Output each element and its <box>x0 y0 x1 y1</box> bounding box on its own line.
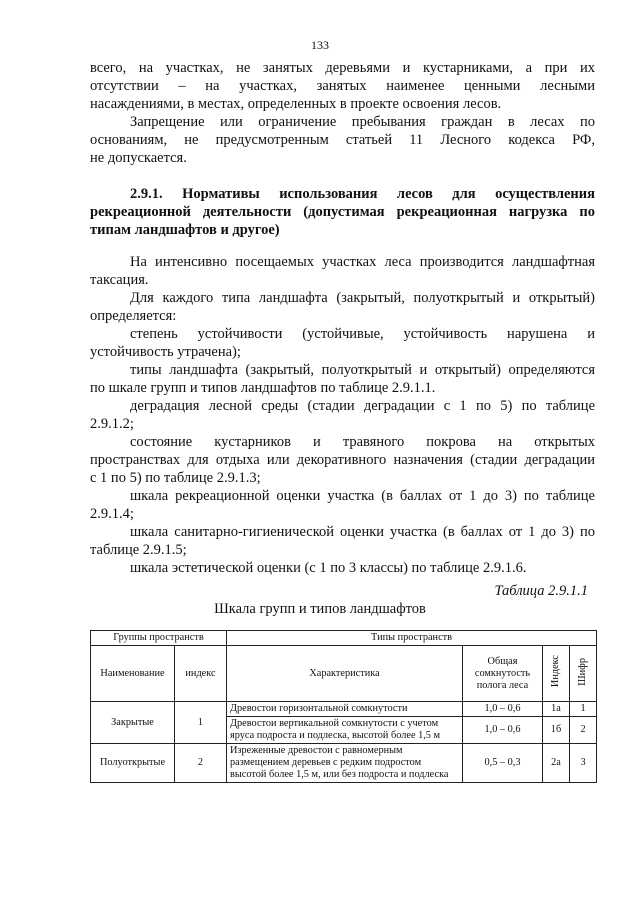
text-line: отсутствии – на участках, занятых наименее ценными лесными <box>90 78 595 94</box>
page-number: 133 <box>311 38 329 52</box>
types-header: Типы пространств <box>227 631 597 646</box>
group-index-cell: 2 <box>175 744 227 783</box>
idx-cell: 1а <box>543 702 570 717</box>
text-line: определяется: <box>90 308 177 324</box>
text-line: по шкале групп и типов ландшафтов по таблице 2.9.1.1. <box>90 380 436 396</box>
text-line: устойчивость утрачена); <box>90 344 241 360</box>
text-line: Для каждого типа ландшафта (закрытый, полуоткрытый и открытый) <box>130 290 595 306</box>
text-line: шкала эстетической оценки (с 1 по 3 классы) по таблице 2.9.1.6. <box>130 560 527 576</box>
density-cell: 0,5 – 0,3 <box>463 744 543 783</box>
text-line: таблице 2.9.1.5; <box>90 542 187 558</box>
text-line: всего, на участках, не занятых деревьями и кустарниками, а при их <box>90 60 595 76</box>
text-line: насаждениями, в местах, определенных в проекте освоения лесов. <box>90 96 502 112</box>
text-line: Запрещение или ограничение пребывания граждан в лесах по <box>130 114 595 130</box>
code-cell: 1 <box>570 702 597 717</box>
text-line: На интенсивно посещаемых участках леса производится ландшафтная <box>130 254 595 270</box>
text-line: типам ландшафтов и другое) <box>90 222 280 238</box>
group-header: Группы пространств <box>91 631 227 646</box>
density-cell: 1,0 – 0,6 <box>463 702 543 717</box>
table-row <box>91 744 597 783</box>
text-line: рекреационной деятельности (допустимая рекреационная нагрузка по <box>90 204 595 220</box>
col-index2-header: Индекс <box>543 646 570 702</box>
col-name-header: Наименование <box>91 646 175 702</box>
table-title: Шкала групп и типов ландшафтов <box>214 601 426 617</box>
text-line: типы ландшафта (закрытый, полуоткрытый и открытый) определяются <box>130 362 595 378</box>
group-name-cell: Полуоткрытые <box>91 744 175 783</box>
text-line: 2.9.1. Нормативы использования лесов для осуществления <box>130 186 595 202</box>
density-cell: 1,0 – 0,6 <box>463 717 543 744</box>
text-line: 2.9.1.4; <box>90 506 134 522</box>
landscape-table <box>90 630 597 783</box>
group-name-cell: Закрытые <box>91 702 175 744</box>
code-cell: 2 <box>570 717 597 744</box>
idx-cell: 2а <box>543 744 570 783</box>
text-line: основаниям, не предусмотренным статьей 11 Лесного кодекса РФ, <box>90 132 595 148</box>
col-density-header: Общая сомкнутость полога леса <box>463 646 543 702</box>
table-caption: Таблица 2.9.1.1 <box>494 583 588 599</box>
text-line: деградация лесной среды (стадии деградации с 1 по 5) по таблице <box>130 398 595 414</box>
table-subheader-row <box>91 646 597 702</box>
col-code-header: Шифр <box>570 646 597 702</box>
text-line: шкала рекреационной оценки участка (в баллах от 1 до 3) по таблице <box>130 488 595 504</box>
text-line: 2.9.1.2; <box>90 416 134 432</box>
group-index-cell: 1 <box>175 702 227 744</box>
col-char-header: Характеристика <box>227 646 463 702</box>
text-line: не допускается. <box>90 150 187 166</box>
text-line: шкала санитарно-гигиенической оценки участка (в баллах от 1 до 3) по <box>130 524 595 540</box>
col-index-header: индекс <box>175 646 227 702</box>
code-cell: 3 <box>570 744 597 783</box>
text-line: состояние кустарников и травяного покрова на открытых <box>130 434 595 450</box>
table-row <box>91 702 597 717</box>
char-cell: Древостои вертикальной сомкнутости с учетом яруса подроста и подлеска, высотой более 1,5 м <box>227 717 463 744</box>
table-header-row <box>91 631 597 646</box>
char-cell: Древостои горизонтальной сомкнутости <box>227 702 463 717</box>
text-line: пространствах для отдыха или декоративного назначения (стадии деградации <box>90 452 595 468</box>
text-line: таксация. <box>90 272 149 288</box>
text-line: степень устойчивости (устойчивые, устойчивость нарушена и <box>130 326 595 342</box>
char-cell: Изреженные древостои с равномерным размещением деревьев с редким подростом высотой более 1,5 м, или без подроста и подлеска <box>227 744 463 783</box>
text-line: с 1 по 5) по таблице 2.9.1.3; <box>90 470 261 486</box>
idx-cell: 1б <box>543 717 570 744</box>
